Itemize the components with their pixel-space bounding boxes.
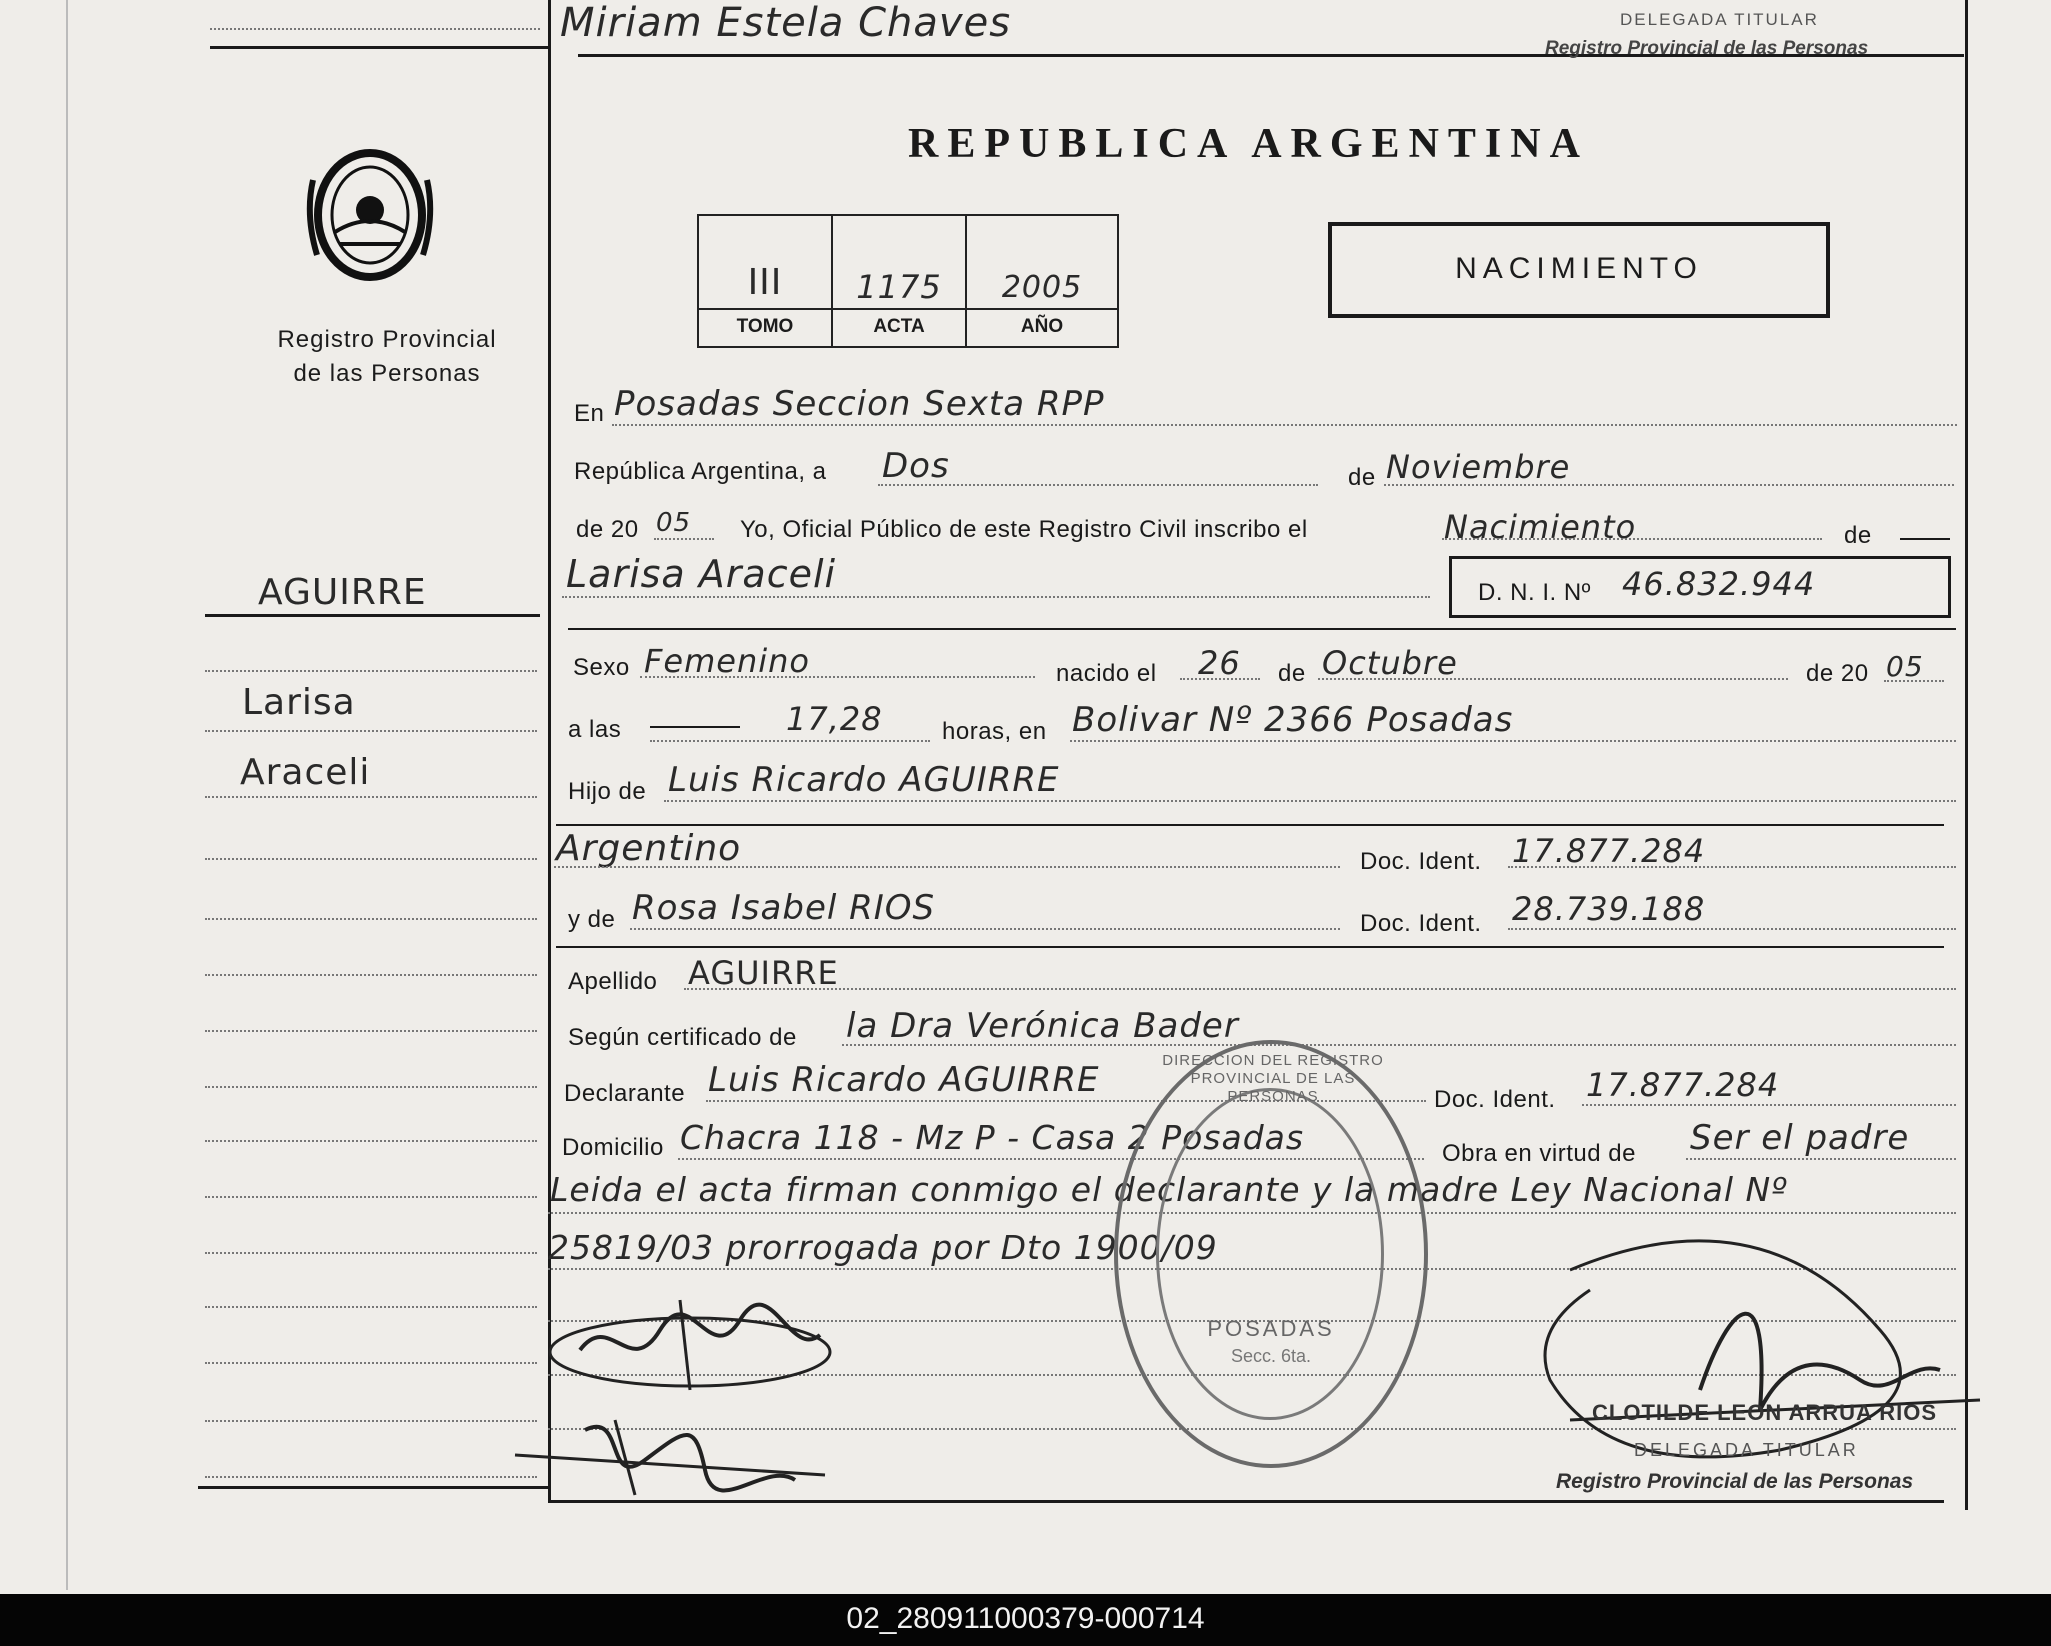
mother-name: Rosa Isabel RIOS — [632, 888, 936, 928]
year-suffix: 05 — [656, 508, 692, 538]
sidebar-dots-3 — [205, 796, 537, 798]
year-dots — [654, 538, 714, 540]
dni-label: D. N. I. Nº — [1478, 579, 1591, 606]
declarante-signature — [540, 1290, 850, 1400]
top-left-dotline — [210, 28, 540, 30]
month-value: Noviembre — [1386, 448, 1571, 486]
segun-label: Según certificado de — [568, 1024, 797, 1051]
sidebar-divider — [548, 0, 551, 1500]
day-words: Dos — [882, 446, 950, 486]
tomo-value: III — [747, 262, 783, 303]
obra-label: Obra en virtud de — [1442, 1140, 1636, 1167]
birth-month-dots — [1318, 678, 1788, 680]
doc-ident-label-father: Doc. Ident. — [1360, 848, 1482, 875]
dni-value: 46.832.944 — [1622, 565, 1816, 603]
sidebar-dots-12 — [205, 1306, 537, 1308]
sexo-dots — [640, 676, 1035, 678]
sidebar-dots-1 — [205, 670, 537, 672]
de20b-label: de 20 — [1806, 660, 1869, 687]
province-seal — [305, 140, 435, 290]
official-seal-city: POSADAS — [1207, 1316, 1335, 1341]
republica-label: República Argentina, a — [574, 458, 827, 485]
en-label: En — [574, 400, 605, 427]
sexo-label: Sexo — [573, 654, 630, 681]
domicilio-value: Chacra 118 - Mz P - Casa 2 Posadas — [680, 1118, 1305, 1157]
birth-month: Octubre — [1322, 644, 1458, 682]
yo-label: Yo, Oficial Público de este Registro Civil inscribo el — [740, 516, 1308, 543]
father-name: Luis Ricardo AGUIRRE — [668, 760, 1060, 800]
acta-label: ACTA — [873, 316, 925, 337]
birth-time: 17,28 — [786, 700, 883, 738]
child-name: Larisa Araceli — [566, 552, 837, 596]
sidebar-dots-4 — [205, 858, 537, 860]
mother-doc: 28.739.188 — [1512, 890, 1706, 928]
official-office: Registro Provincial de las Personas — [1556, 1470, 1914, 1493]
ano-value: 2005 — [1001, 270, 1083, 305]
province-seal-icon — [305, 140, 435, 290]
top-signature: Miriam Estela Chaves — [560, 0, 1012, 46]
mother-name-dots — [630, 928, 1340, 930]
sidebar-dots-11 — [205, 1252, 537, 1254]
domicilio-label: Domicilio — [562, 1134, 664, 1161]
day-dots — [878, 484, 1318, 486]
event-value: Nacimiento — [1444, 508, 1637, 546]
sexo-rule — [568, 628, 1956, 630]
yde-label: y de — [568, 906, 616, 933]
form-bottom-rule — [548, 1500, 1944, 1503]
place-dots — [612, 424, 1957, 426]
sidebar-dots-10 — [205, 1196, 537, 1198]
month-dots — [1384, 484, 1954, 486]
country-title: REPUBLICA ARGENTINA — [908, 121, 1589, 167]
obra-value: Ser el padre — [1690, 1118, 1910, 1158]
registry-name-line2: de las Personas — [293, 360, 481, 387]
registry-name-line1: Registro Provincial — [277, 326, 497, 353]
alas-label: a las — [568, 716, 622, 743]
top-stamp-role: DELEGADA TITULAR — [1620, 10, 1819, 29]
obra-dots — [1686, 1158, 1956, 1160]
official-seal-section: Secc. 6ta. — [1230, 1346, 1312, 1366]
sidebar-dots-8 — [205, 1086, 537, 1088]
time-blank — [650, 726, 740, 728]
declarante-doc-dots — [1582, 1104, 1956, 1106]
sidebar-dots-5 — [205, 918, 537, 920]
sidebar-given1: Larisa — [242, 682, 356, 723]
de-label: de — [1348, 464, 1376, 491]
signature-scribble-icon — [505, 1400, 835, 1500]
birth-place-dots — [1070, 740, 1956, 742]
birth-time-dots — [650, 740, 930, 742]
apellido-label: Apellido — [568, 968, 658, 995]
event-dots — [1442, 538, 1822, 540]
sidebar-dots-6 — [205, 974, 537, 976]
official-seal — [1114, 1040, 1428, 1468]
sidebar-dots-7 — [205, 1030, 537, 1032]
dni-box — [1449, 556, 1951, 618]
sexo-value: Femenino — [644, 642, 810, 680]
sidebar-given2: Araceli — [240, 752, 371, 793]
registry-number-table — [697, 214, 1119, 348]
de2-dash — [1900, 538, 1950, 540]
declarante-label: Declarante — [564, 1080, 686, 1107]
sidebar-dots-13 — [205, 1362, 537, 1364]
official-name: CLOTILDE LEON ARRUA RIOS — [1592, 1400, 1938, 1425]
sidebar-dots-15 — [205, 1476, 537, 1478]
birth-year-suffix: 05 — [1886, 650, 1924, 683]
top-stamp-office: Registro Provincial de las Personas — [1545, 38, 1869, 59]
birth-day: 26 — [1198, 644, 1241, 682]
de20-label: de 20 — [576, 516, 639, 543]
page-left-edge — [66, 0, 68, 1590]
birth-year-dots — [1884, 680, 1944, 682]
father-doc: 17.877.284 — [1512, 832, 1706, 870]
signature-scribble-icon — [540, 1290, 850, 1400]
de2-label: de — [1844, 522, 1872, 549]
father-doc-dots — [1508, 866, 1956, 868]
tomo-label: TOMO — [736, 316, 794, 337]
certificate-by: la Dra Verónica Bader — [846, 1006, 1239, 1046]
official-seal-inner-ring — [1156, 1088, 1384, 1420]
mother-doc-dots — [1508, 928, 1956, 930]
official-role: DELEGADA TITULAR — [1634, 1440, 1859, 1460]
nationality-dots — [554, 866, 1340, 868]
de3-label: de — [1278, 660, 1306, 687]
father-name-dots — [664, 800, 1956, 802]
footer-bar — [0, 1594, 2051, 1646]
sidebar-bottom-rule — [198, 1486, 548, 1489]
mother-signature — [505, 1400, 835, 1500]
sidebar-dots-9 — [205, 1140, 537, 1142]
top-left-rule — [210, 46, 548, 49]
notes-line1: Leida el acta firman conmigo el declarante y la madre Ley Nacional Nº — [550, 1170, 1788, 1209]
doc-type: NACIMIENTO — [1455, 252, 1703, 285]
ano-label: AÑO — [1020, 316, 1064, 337]
sidebar-surname: AGUIRRE — [258, 572, 427, 613]
hijo-label: Hijo de — [568, 778, 647, 805]
certificate-dots — [842, 1044, 1956, 1046]
doc-type-box — [1328, 222, 1830, 318]
mother-rule — [556, 946, 1944, 948]
apellido-value: AGUIRRE — [688, 954, 839, 992]
birth-place: Bolivar Nº 2366 Posadas — [1072, 700, 1514, 740]
acta-value: 1175 — [856, 268, 942, 306]
horas-label: horas, en — [942, 718, 1047, 745]
father-nationality: Argentino — [556, 828, 742, 869]
doc-ident-label-mother: Doc. Ident. — [1360, 910, 1482, 937]
sidebar-dots-14 — [205, 1420, 537, 1422]
doc-ident-label-declarante: Doc. Ident. — [1434, 1086, 1556, 1113]
footer-code: 02_280911000379-000714 — [846, 1602, 1205, 1635]
apellido-dots — [684, 988, 1956, 990]
birth-day-dots — [1180, 678, 1260, 680]
table-label-row — [699, 308, 1117, 310]
nacido-label: nacido el — [1056, 660, 1157, 687]
sidebar-dots-2 — [205, 730, 537, 732]
sidebar-surname-rule — [205, 614, 540, 617]
child-name-dots — [562, 596, 1430, 598]
place-value: Posadas Seccion Sexta RPP — [614, 384, 1105, 424]
father-rule — [556, 824, 1944, 826]
declarante-doc: 17.877.284 — [1586, 1066, 1780, 1104]
declarante-name: Luis Ricardo AGUIRRE — [708, 1060, 1100, 1100]
official-seal-ring-text: DIRECCION DEL REGISTRO PROVINCIAL DE LAS PERSONAS — [1162, 1052, 1384, 1105]
notes-line2: 25819/03 prorrogada por Dto 1900/09 — [548, 1228, 1218, 1267]
